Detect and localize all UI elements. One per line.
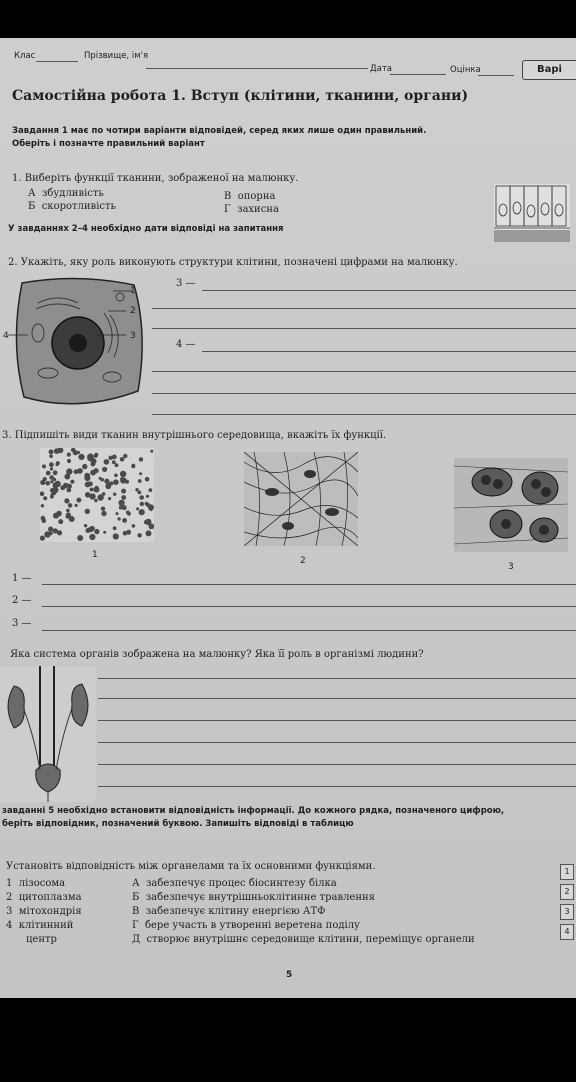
- blood-cell-dot: [101, 507, 105, 511]
- answer-box-4[interactable]: 4: [560, 924, 574, 940]
- blood-cell-dot: [139, 457, 143, 461]
- q3-answer-label-3: 3 —: [12, 618, 32, 629]
- q5-right-item-d: Д створює внутрішнє середовище клітини, переміщує органели: [132, 934, 475, 945]
- blood-cell-dot: [84, 475, 90, 481]
- q2-question: 2. Укажіть, яку роль виконують структури клітини, позначені цифрами на малюнку.: [8, 257, 458, 268]
- q4-answer-line[interactable]: [98, 678, 576, 679]
- blood-cell-dot: [123, 531, 128, 536]
- urinary-system-figure: [0, 666, 96, 802]
- blood-cell-dot: [51, 493, 54, 496]
- q2-answer-label-3: 3 —: [176, 278, 196, 289]
- blood-cell-dot: [140, 502, 144, 506]
- blood-cell-dot: [74, 469, 79, 474]
- variant-box: [522, 60, 576, 80]
- blood-cell-dot: [149, 488, 153, 492]
- instructions-3-line-2: беріть відповідник, позначений буквою. Запишіть відповіді в таблицю: [2, 819, 354, 829]
- q1-question: 1. Виберіть функції тканини, зображеної на малюнку.: [12, 173, 299, 184]
- q2-answer-label-4: 4 —: [176, 339, 196, 350]
- blood-cell-dot: [139, 509, 145, 515]
- blood-cell-dot: [109, 481, 113, 485]
- blood-cell-dot: [48, 527, 53, 532]
- blood-cell-dot: [113, 533, 119, 539]
- blood-cell-dot: [77, 535, 83, 541]
- blood-cell-dot: [58, 519, 63, 524]
- blood-cell-dot: [121, 495, 126, 500]
- blood-cell-dot: [67, 459, 71, 463]
- blood-cell-dot: [145, 502, 149, 506]
- cell-label-3: 3: [130, 331, 136, 341]
- blood-cell-dot: [120, 471, 126, 477]
- instructions-3-line-1: завданні 5 необхідно встановити відповідність інформації. До кожного рядка, позначеного цифрою,: [2, 806, 505, 816]
- grade-field[interactable]: [478, 75, 514, 76]
- cell-label-4: 4: [3, 331, 9, 341]
- q3-question: 3. Підпишіть види тканин внутрішнього середовища, вкажіть їх функції.: [2, 430, 387, 441]
- blood-cell-dot: [150, 450, 153, 453]
- blood-cell-dot: [87, 454, 94, 461]
- blood-cell-dot: [56, 461, 60, 465]
- blood-cell-dot: [90, 488, 94, 492]
- tissue-figure-blood: [40, 448, 154, 542]
- blood-cell-dot: [75, 504, 78, 507]
- blood-cell-dot: [113, 493, 116, 496]
- q4-answer-line[interactable]: [98, 786, 576, 787]
- blood-cell-dot: [113, 526, 117, 530]
- blood-cell-dot: [123, 454, 127, 458]
- blood-cell-dot: [49, 449, 54, 454]
- blood-cell-dot: [85, 509, 90, 514]
- blood-cell-dot: [114, 474, 118, 478]
- blood-cell-dot: [40, 536, 45, 541]
- blood-cell-dot: [146, 530, 152, 536]
- q5-left-item-2: 2 цитоплазма: [6, 892, 82, 903]
- date-field[interactable]: [390, 74, 446, 75]
- blood-cell-dot: [149, 508, 153, 512]
- grade-label: Оцінка: [450, 65, 481, 75]
- blood-cell-dot: [41, 504, 44, 507]
- blood-cell-dot: [120, 457, 125, 462]
- q4-answer-line[interactable]: [98, 720, 576, 721]
- blood-cell-dot: [108, 497, 111, 500]
- class-label: Клас: [14, 51, 36, 61]
- tissue-figure-q1: [494, 184, 570, 242]
- blood-cell-dot: [78, 454, 84, 460]
- blood-cell-dot: [66, 468, 72, 474]
- blood-cell-dot: [65, 475, 69, 479]
- q1-option-v[interactable]: В опорна: [224, 191, 276, 202]
- blood-cell-dot: [53, 513, 59, 519]
- q5-right-item-b: Б забезпечує внутрішньоклітинне травлення: [132, 892, 375, 903]
- blood-cell-dot: [103, 531, 106, 534]
- q4-answer-line[interactable]: [98, 742, 576, 743]
- blood-cell-dot: [65, 484, 68, 487]
- blood-cell-dot: [136, 507, 139, 510]
- variant-label: Варі: [537, 64, 562, 75]
- blood-cell-dot: [137, 533, 141, 537]
- answer-box-2[interactable]: 2: [560, 884, 574, 900]
- blood-cell-dot: [54, 481, 60, 487]
- blood-cell-dot: [94, 487, 99, 492]
- q3-answer-label-1: 1 —: [12, 573, 32, 584]
- blood-cell-dot: [99, 477, 102, 480]
- q1-option-g[interactable]: Г захисна: [224, 204, 279, 215]
- q3-figure-number-1: 1: [92, 550, 98, 560]
- q3-answer-line-1[interactable]: [42, 584, 576, 585]
- blood-cell-dot: [82, 464, 87, 469]
- q5-left-item-1: 1 лізосома: [6, 878, 66, 889]
- blood-cell-dot: [76, 498, 81, 503]
- q4-answer-line[interactable]: [98, 764, 576, 765]
- q5-left-item-3: 3 мітохондрія: [6, 906, 82, 917]
- class-field[interactable]: [36, 61, 78, 62]
- blood-cell-dot: [104, 459, 110, 465]
- blood-cell-dot: [40, 480, 45, 485]
- blood-cell-dot: [85, 528, 90, 533]
- blood-cell-dot: [54, 448, 60, 454]
- q4-answer-line[interactable]: [98, 698, 576, 699]
- q3-answer-line-2[interactable]: [42, 606, 576, 607]
- blood-cell-dot: [131, 464, 135, 468]
- blood-cell-dot: [126, 511, 130, 515]
- blood-cell-dot: [102, 467, 107, 472]
- name-label: Прізвище, ім'я: [84, 51, 149, 61]
- blood-cell-dot: [94, 499, 97, 502]
- blood-cell-dot: [91, 462, 96, 467]
- blood-cell-dot: [66, 512, 71, 517]
- blood-cell-dot: [85, 482, 91, 488]
- blood-cell-dot: [113, 479, 119, 485]
- blood-cell-dot: [70, 480, 74, 484]
- q1-option-b[interactable]: Б скоротливість: [28, 201, 116, 212]
- blood-cell-dot: [50, 480, 53, 483]
- blood-cell-dot: [119, 506, 123, 510]
- blood-cell-dot: [53, 470, 58, 475]
- page-number: 5: [286, 970, 293, 980]
- blood-cell-dot: [97, 494, 103, 500]
- blood-cell-dot: [46, 471, 51, 476]
- blood-cell-dot: [138, 479, 142, 483]
- q5-left-item-4: 4 клітинний: [6, 920, 74, 931]
- q2-answer-line[interactable]: [152, 328, 576, 329]
- q2-answer-line[interactable]: [202, 290, 576, 291]
- blood-cell-dot: [89, 534, 95, 540]
- q5-right-item-a: А забезпечує процес біосинтезу білка: [132, 878, 337, 889]
- q2-answer-line[interactable]: [152, 414, 576, 415]
- q3-answer-line-3[interactable]: [42, 630, 576, 631]
- blood-cell-dot: [49, 462, 54, 467]
- blood-cell-dot: [77, 451, 80, 454]
- blood-cell-dot: [145, 477, 150, 482]
- answer-box-1[interactable]: 1: [560, 864, 574, 880]
- q2-answer-line[interactable]: [202, 351, 576, 352]
- blood-cell-dot: [45, 481, 50, 486]
- blood-cell-dot: [66, 509, 70, 513]
- blood-cell-dot: [90, 470, 96, 476]
- q5-question: Установіть відповідність між органелами та їх основними функціями.: [6, 861, 376, 872]
- q3-figure-number-2: 2: [300, 556, 306, 566]
- blood-cell-dot: [117, 517, 120, 520]
- q5-right-item-v: В забезпечує клітину енергією АТФ: [132, 906, 326, 917]
- blood-cell-dot: [118, 500, 124, 506]
- blood-cell-dot: [115, 463, 119, 467]
- instructions-1-line-1: Завдання 1 має по чотири варіанти відповідей, серед яких лише один правильний.: [12, 126, 427, 136]
- name-field[interactable]: [146, 68, 368, 69]
- q4-question: Яка система органів зображена на малюнку? Яка її роль в організмі людини?: [10, 649, 424, 660]
- q2-answer-line[interactable]: [152, 371, 576, 372]
- date-label: Дата: [370, 64, 393, 74]
- blood-cell-dot: [108, 456, 112, 460]
- blood-cell-dot: [64, 498, 69, 503]
- q2-answer-line[interactable]: [152, 308, 576, 309]
- blood-cell-dot: [146, 495, 149, 498]
- q2-answer-line[interactable]: [152, 393, 576, 394]
- blood-cell-dot: [139, 472, 142, 475]
- blood-cell-dot: [94, 454, 98, 458]
- blood-cell-dot: [53, 478, 56, 481]
- q3-figure-number-3: 3: [508, 562, 514, 572]
- blood-cell-dot: [91, 526, 94, 529]
- blood-cell-dot: [67, 453, 71, 457]
- blood-cell-dot: [94, 529, 99, 534]
- cell-label-1: 1: [130, 286, 136, 296]
- blood-cell-dot: [101, 511, 106, 516]
- worksheet-page: [0, 38, 576, 998]
- blood-cell-dot: [145, 519, 151, 525]
- blood-cell-dot: [49, 454, 53, 458]
- blood-cell-dot: [57, 530, 62, 535]
- blood-cell-dot: [135, 488, 138, 491]
- page-title: Самостійна робота 1. Вступ (клітини, тканини, органи): [12, 88, 469, 104]
- q1-option-a[interactable]: А збудливість: [28, 188, 104, 199]
- tissue-figure-cartilage: [454, 458, 568, 552]
- blood-cell-dot: [132, 524, 136, 528]
- blood-cell-dot: [112, 460, 116, 464]
- blood-cell-dot: [121, 489, 126, 494]
- q3-answer-label-2: 2 —: [12, 595, 32, 606]
- blood-cell-dot: [50, 467, 53, 470]
- blood-cell-dot: [42, 464, 46, 468]
- blood-cell-dot: [120, 477, 123, 480]
- blood-cell-dot: [122, 518, 127, 523]
- cell-label-2: 2: [130, 306, 136, 316]
- blood-cell-dot: [43, 496, 47, 500]
- blood-cell-dot: [104, 479, 109, 484]
- blood-cell-dot: [49, 532, 53, 536]
- blood-cell-dot: [139, 495, 144, 500]
- blood-cell-dot: [116, 512, 119, 515]
- blood-cell-dot: [42, 519, 47, 524]
- blood-cell-dot: [90, 493, 96, 499]
- instructions-2: У завданнях 2–4 необхідно дати відповіді на запитання: [8, 224, 284, 234]
- blood-cell-dot: [84, 524, 87, 527]
- tissue-figure-connective: [244, 452, 358, 546]
- q5-left-item-4-cont: центр: [26, 934, 57, 945]
- instructions-1-line-2: Оберіть і позначте правильний варіант: [12, 139, 205, 149]
- blood-cell-dot: [50, 488, 54, 492]
- answer-box-3[interactable]: 3: [560, 904, 574, 920]
- blood-cell-dot: [68, 503, 73, 508]
- q5-right-item-g: Г бере участь в утворенні веретена поділу: [132, 920, 360, 931]
